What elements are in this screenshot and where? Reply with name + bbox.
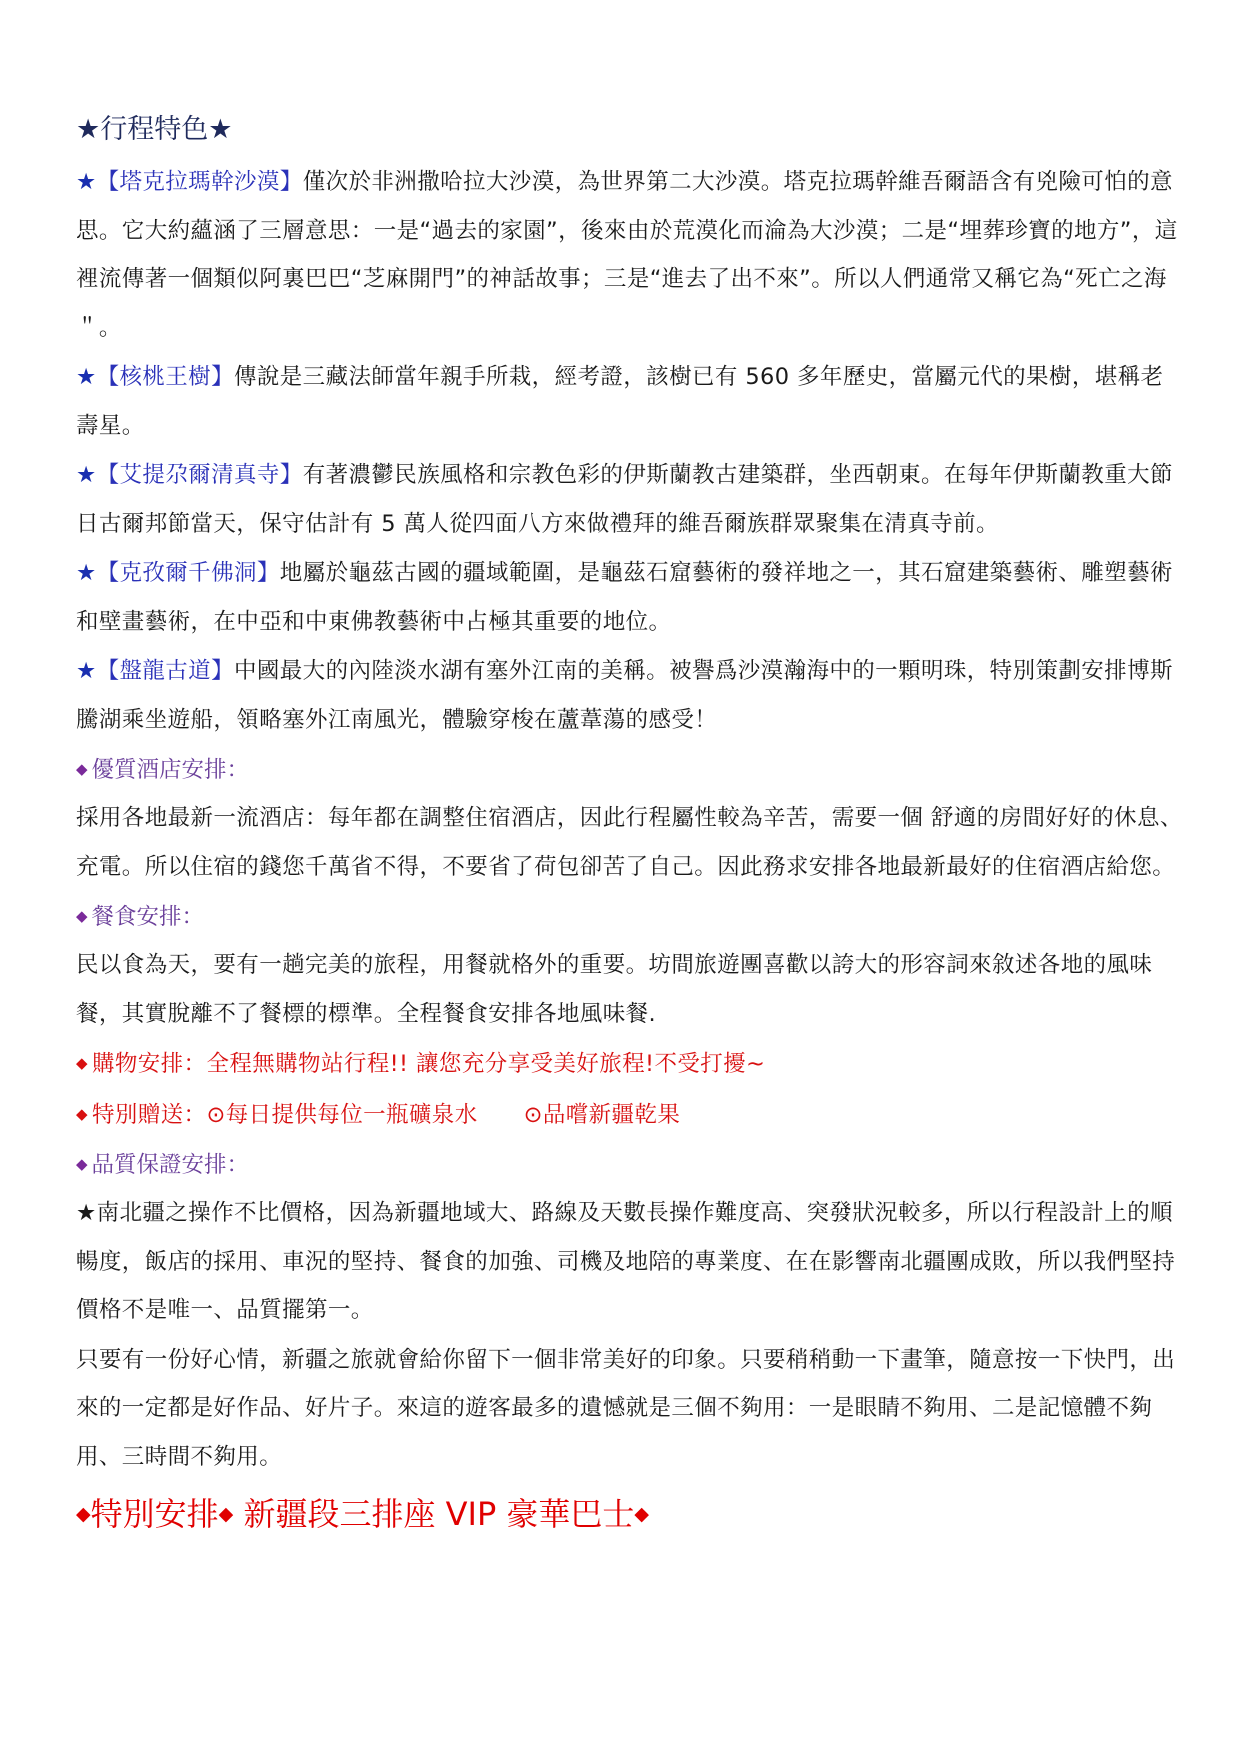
- shopping-line: [76, 1039, 1186, 1089]
- meal-section-title: [76, 892, 1186, 941]
- gift-item-water: ⊙每日提供每位一瓶礦泉水: [206, 1101, 478, 1128]
- diamond-icon: ◆: [76, 760, 88, 778]
- feature-text: 傳說是三藏法師當年親手所栽，經考證，該樹已有 560 多年歷史，當屬元代的果樹，堪稱老壽星。: [76, 364, 1164, 439]
- hotel-text: 採用各地最新一流酒店：每年都在調整住宿酒店，因此行程屬性較為辛苦，需要一個 舒適的房間好好的休息、充電。所以住宿的錢您千萬省不得，不要省了荷包卻苦了自己。因此務求安排各地最新最好的住宿酒店給您。: [76, 805, 1183, 880]
- feature-title: 【克孜爾千佛洞】: [96, 560, 280, 586]
- star-icon: ★: [76, 658, 97, 684]
- document-page: [76, 104, 1186, 1546]
- feature-text: 有著濃鬱民族風格和宗教色彩的伊斯蘭教古建築群，坐西朝東。在每年伊斯蘭教重大節日古爾邦節當天，保守估計有 5 萬人從四面八方來做禮拜的維吾爾族群眾聚集在清真寺前。: [76, 462, 1173, 537]
- diamond-icon: ◆: [76, 907, 88, 925]
- page-heading: ★行程特色★: [76, 114, 233, 145]
- hotel-title: 優質酒店安排：: [91, 757, 250, 783]
- meal-title: 餐食安排：: [91, 904, 205, 930]
- feature-mosque: [76, 451, 1186, 548]
- feature-text: 僅次於非洲撒哈拉大沙漠，為世界第二大沙漠。塔克拉瑪幹維吾爾語含有兇險可怕的意思。它大約蘊涵了三層意思：一是“過去的家園”，後來由於荒漠化而淪為大沙漠；二是“埋葬珍寶的地方”，這裡流傳著一個類似阿裏巴巴“芝麻開門”的神話故事；三是“進去了出不來”。所以人們通常又稱它為“死亡之海＂。: [76, 169, 1178, 341]
- gift-label: 特別贈送：: [91, 1101, 207, 1128]
- feature-desert: [76, 158, 1186, 352]
- quality-title: 品質保證安排：: [91, 1152, 250, 1178]
- shopping-text: 購物安排：全程無購物站行程!! 讓您充分享受美好旅程!不受打擾~: [91, 1051, 766, 1077]
- gift-line: [76, 1090, 1186, 1140]
- quality-text-2: 只要有一份好心情，新疆之旅就會給你留下一個非常美好的印象。只要稍稍動一下畫筆，隨意按一下快門，出來的一定都是好作品、好片子。來這的遊客最多的遺憾就是三個不夠用：一是眼睛不夠用、二是記憶體不夠用、三時間不夠用。: [76, 1346, 1176, 1470]
- star-icon: ★: [76, 560, 97, 586]
- diamond-icon: ◆: [634, 1503, 650, 1525]
- special-label: 特別安排: [90, 1495, 219, 1533]
- feature-title: 【盤龍古道】: [96, 658, 234, 684]
- feature-title: 【核桃王樹】: [96, 364, 234, 390]
- feature-title: 【艾提尕爾清真寺】: [96, 462, 303, 488]
- feature-kizil-caves: [76, 549, 1186, 646]
- special-arrangement: [76, 1482, 1186, 1546]
- diamond-icon: ◆: [76, 1155, 88, 1173]
- gift-item-nuts: ⊙品嚐新疆乾果: [523, 1101, 681, 1128]
- diamond-icon: ◆: [76, 1054, 88, 1072]
- feature-text: 地屬於龜茲古國的疆域範圍，是龜茲石窟藝術的發祥地之一，其石窟建築藝術、雕塑藝術和壁畫藝術，在中亞和中東佛教藝術中占極其重要的地位。: [76, 560, 1173, 635]
- feature-panlong-road: [76, 647, 1186, 744]
- feature-title: 【塔克拉瑪幹沙漠】: [96, 169, 303, 195]
- feature-text: 中國最大的內陸淡水湖有塞外江南的美稱。被譽爲沙漠瀚海中的一顆明珠，特別策劃安排博斯騰湖乘坐遊船，領略塞外江南風光，體驗穿梭在蘆葦蕩的感受！: [76, 658, 1173, 733]
- quality-section-title: [76, 1140, 1186, 1189]
- diamond-icon: ◆: [76, 1503, 91, 1525]
- meal-text: 民以食為天，要有一趟完美的旅程，用餐就格外的重要。坊間旅遊團喜歡以誇大的形容詞來敘述各地的風味餐，其實脫離不了餐標的標準。全程餐食安排各地風味餐.: [76, 952, 1153, 1027]
- star-icon: ★: [76, 462, 97, 488]
- special-bus: 新疆段三排座 VIP 豪華巴士: [233, 1495, 635, 1533]
- star-icon: ★: [76, 364, 97, 390]
- diamond-icon: ◆: [76, 1104, 88, 1123]
- star-icon: ★: [76, 169, 97, 195]
- feature-walnut-tree: [76, 353, 1186, 450]
- diamond-icon: ◆: [218, 1503, 234, 1525]
- hotel-section-title: [76, 745, 1186, 794]
- quality-text-1: ★南北疆之操作不比價格，因為新疆地域大、路線及天數長操作難度高、突發狀況較多，所以行程設計上的順暢度，飯店的採用、車況的堅持、餐食的加強、司機及地陪的專業度、在在影響南北疆團成敗，所以我們堅持價格不是唯一、品質擺第一。: [76, 1200, 1176, 1323]
